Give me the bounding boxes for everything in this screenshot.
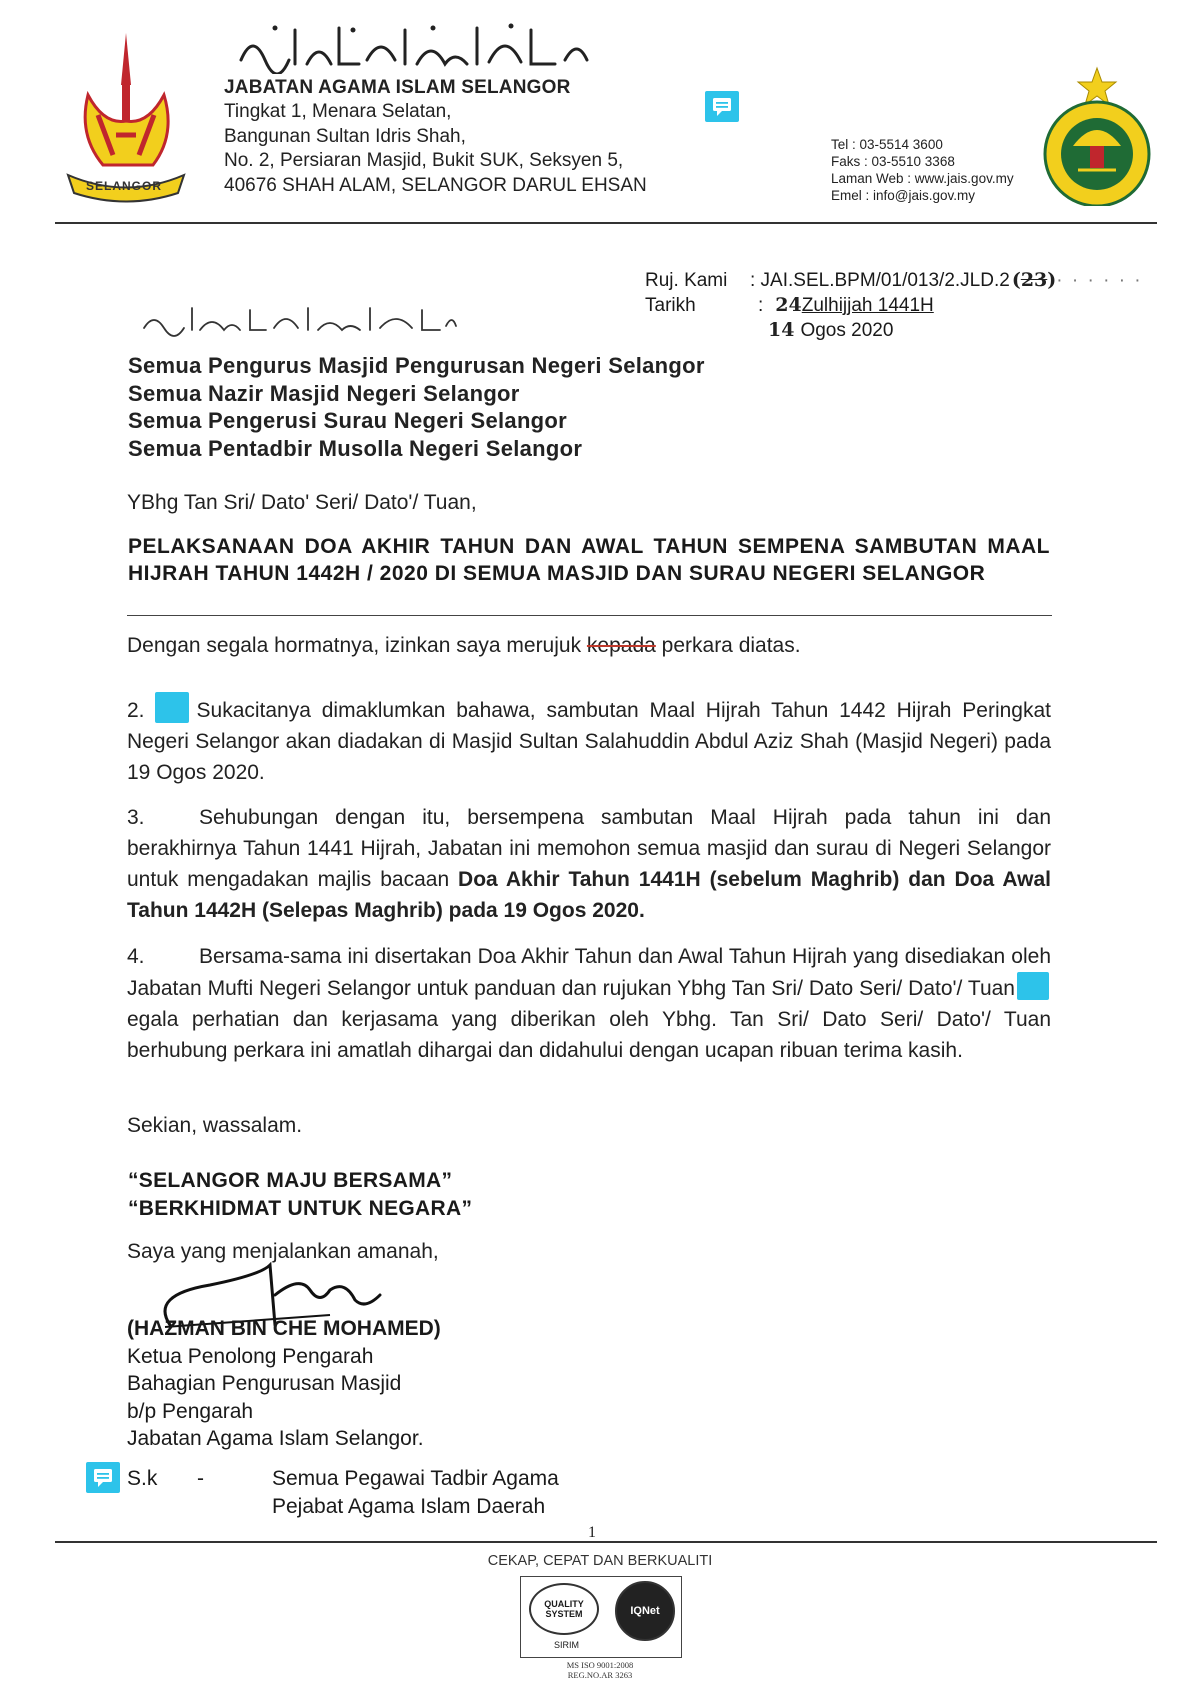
paragraph-text-cont: egala perhatian dan kerjasama yang diberikan oleh Ybhg. Tan Sri/ Dato Seri/ Dato'/ Tuan berhubung perkara ini amatlah dihargai dan didahului dengan ucapan ribuan terima kasih. (127, 1008, 1051, 1062)
comment-inline-icon[interactable] (1017, 972, 1049, 1000)
paragraph-number: 3. (127, 806, 145, 829)
signatory-behalf: b/p Pengarah (127, 1399, 254, 1423)
intro-text: Dengan segala hormatnya, izinkan saya merujuk (127, 634, 587, 657)
address-line: No. 2, Persiaran Masjid, Bukit SUK, Seksyen 5, (224, 150, 624, 171)
signatory-block (127, 1315, 441, 1453)
contact-email[interactable]: Emel : info@jais.gov.my (831, 188, 975, 203)
org-name: JABATAN AGAMA ISLAM SELANGOR (224, 77, 571, 98)
closing-line: Sekian, wassalam. (127, 1114, 303, 1137)
footer-divider (55, 1541, 1157, 1543)
sk-recipient: Pejabat Agama Islam Daerah (272, 1495, 546, 1518)
sk-recipient: Semua Pegawai Tadbir Agama (272, 1467, 559, 1490)
paragraph-4 (127, 941, 1051, 1066)
paragraph-3 (127, 802, 1051, 926)
paragraph-text: Sukacitanya dimaklumkan bahawa, sambutan Maal Hijrah Tahun 1442 Hijrah Peringkat Negeri Selangor akan diadakan di Masjid Sultan Salahuddin Abdul Aziz Shah (Masjid Negeri) pada 19 Ogos 2020. (127, 699, 1051, 784)
iqnet-seal: IQNet (615, 1581, 675, 1641)
sirim-label: SIRIM (554, 1640, 580, 1650)
ruj-value: : JAI.SEL.BPM/01/013/2.JLD.2 (750, 270, 1010, 291)
tarikh-colon: : (758, 295, 764, 316)
addressee-line: Semua Nazir Masjid Negeri Selangor (128, 380, 520, 406)
paragraph-number: 2. (127, 699, 145, 722)
comment-annotation-icon[interactable] (705, 91, 739, 122)
ruj-label: Ruj. Kami (645, 270, 728, 291)
struck-word: kepada (586, 634, 656, 657)
signatory-title: Ketua Penolong Pengarah (127, 1344, 374, 1368)
contact-fax: Faks : 03-5510 3368 (831, 154, 955, 169)
comment-annotation-icon[interactable] (86, 1462, 120, 1493)
jais-emblem-logo (1038, 66, 1156, 206)
reference-block (645, 268, 1143, 343)
intro-paragraph (127, 630, 1051, 661)
sk-dash: - (197, 1467, 204, 1490)
salutation: YBhg Tan Sri/ Dato' Seri/ Dato'/ Tuan, (127, 491, 477, 514)
paragraph-number: 4. (127, 945, 145, 968)
slogan-line: “BERKHIDMAT UNTUK NEGARA” (128, 1197, 473, 1220)
certification-badge (520, 1576, 682, 1658)
iso-registration: MS ISO 9001:2008 REG.NO.AR 3263 (566, 1660, 634, 1680)
intro-text-end: perkara diatas. (655, 634, 801, 657)
masihi-date: Ogos 2020 (800, 320, 894, 341)
contact-tel: Tel : 03-5514 3600 (831, 137, 943, 152)
slogan-line: “SELANGOR MAJU BERSAMA” (128, 1169, 453, 1192)
org-address (224, 100, 647, 198)
slogan-block (128, 1167, 472, 1223)
arabic-calligraphy-header (235, 20, 595, 74)
signatory-name: (HAZMAN BIN CHE MOHAMED) (127, 1317, 441, 1340)
tarikh-label: Tarikh (645, 295, 696, 316)
page-number: 1 (588, 1524, 596, 1541)
address-line: Bangunan Sultan Idris Shah, (224, 125, 466, 147)
arabic-greeting (140, 300, 460, 340)
dotted-trail: · · · · · · (1056, 270, 1143, 291)
signatory-department: Jabatan Agama Islam Selangor. (127, 1427, 424, 1450)
addressee-line: Semua Pengurus Masjid Pengurusan Negeri Selangor (128, 353, 705, 378)
sk-label: S.k (127, 1467, 158, 1490)
addressee-list (128, 352, 705, 462)
quality-system-seal: QUALITY SYSTEM (529, 1583, 599, 1635)
hijri-date: Zulhijjah 1441H (801, 295, 934, 316)
address-line: Tingkat 1, Menara Selatan, (224, 101, 452, 122)
paragraph-2 (127, 692, 1051, 788)
trust-line: Saya yang menjalankan amanah, (127, 1240, 439, 1263)
address-line: 40676 SHAH ALAM, SELANGOR DARUL EHSAN (224, 174, 647, 196)
masihi-day-handwritten: 14 (768, 319, 795, 341)
crest-banner-text: SELANGOR (86, 179, 163, 193)
hijri-day-handwritten: 24 (775, 294, 802, 316)
comment-inline-icon[interactable] (155, 692, 189, 723)
paragraph-text: Sehubungan dengan itu, bersempena sambutan Maal Hijrah pada tahun ini dan berakhirnya Tahun 1441 Hijrah, Jabatan ini memohon semua masjid dan surau di Negeri Selangor untuk mengadakan majlis bacaan (127, 806, 1051, 891)
signatory-division: Bahagian Pengurusan Masjid (127, 1372, 402, 1395)
selangor-crest-logo (58, 25, 193, 205)
paragraph-bold-text: Doa Akhir Tahun 1441H (sebelum Maghrib) dan Doa Awal Tahun 1442H (Selepas Maghrib) pada 19 Ogos 2020. (127, 868, 1051, 922)
addressee-line: Semua Pengerusi Surau Negeri Selangor (128, 408, 568, 433)
paragraph-text: Bersama-sama ini disertakan Doa Akhir Tahun dan Awal Tahun Hijrah yang disediakan oleh Jabatan Mufti Negeri Selangor untuk panduan dan rujukan Ybhg Tan Sri/ Dato Seri/ Dato'/ Tuan (127, 945, 1051, 1000)
footer-tagline: CEKAP, CEPAT DAN BERKUALITI (487, 1553, 713, 1569)
addressee-line: Semua Pentadbir Musolla Negeri Selangor (128, 435, 583, 461)
subject-underline (127, 615, 1052, 616)
handwritten-ref-suffix: (23) (1011, 269, 1057, 291)
subject-title: PELAKSANAAN DOA AKHIR TAHUN DAN AWAL TAHUN SEMPENA SAMBUTAN MAAL HIJRAH TAHUN 1442H / 2020 DI SEMUA MASJID DAN SURAU NEGERI SELANGOR (128, 535, 1050, 585)
contact-web[interactable]: Laman Web : www.jais.gov.my (831, 171, 1014, 186)
header-divider (55, 222, 1157, 224)
contact-block (831, 136, 1014, 204)
sk-block (127, 1465, 559, 1521)
